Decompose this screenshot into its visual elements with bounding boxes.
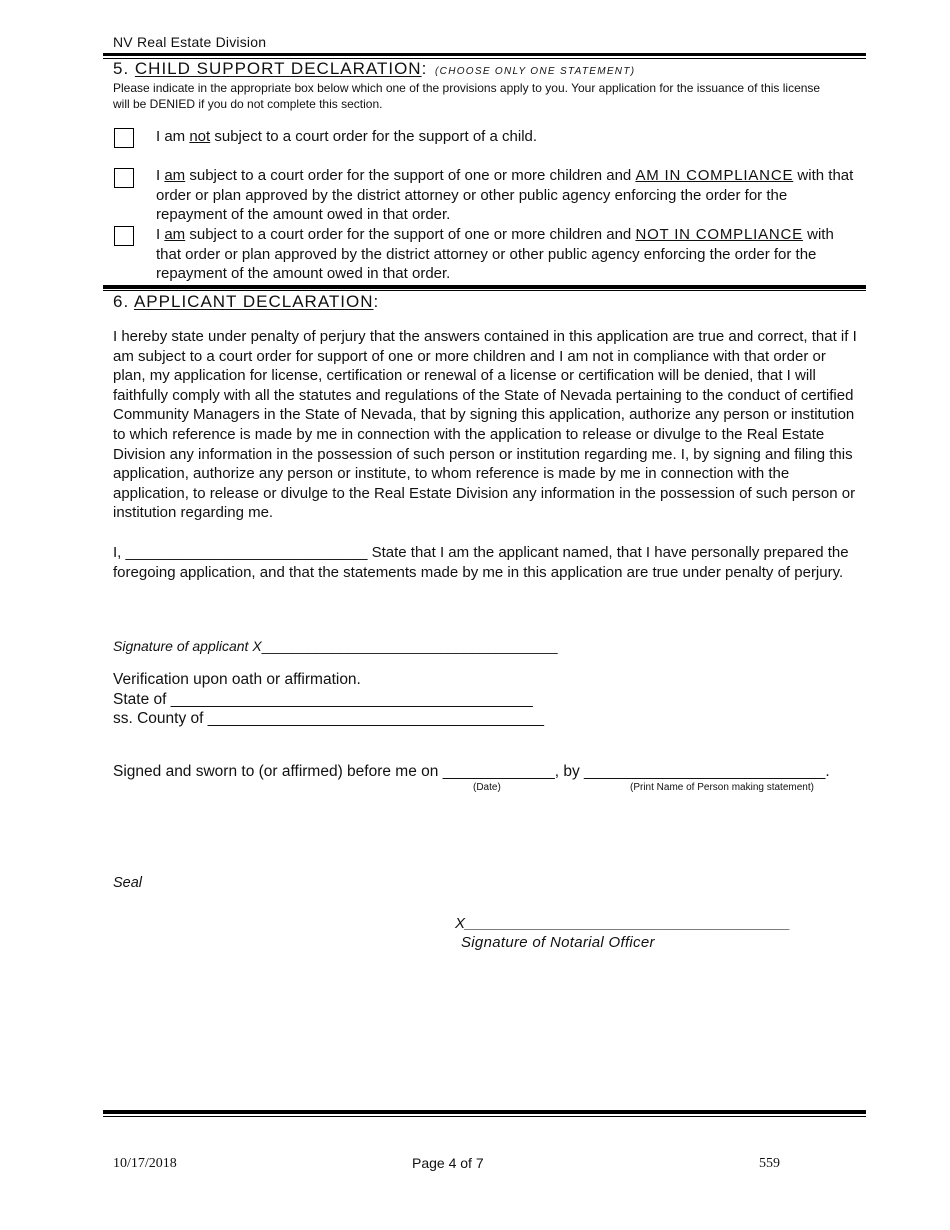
- option-3-caps: NOT IN COMPLIANCE: [635, 226, 803, 243]
- agency-name: NV Real Estate Division: [113, 34, 267, 50]
- option-not-in-compliance: [156, 225, 856, 284]
- option-2-pre: I: [156, 167, 165, 184]
- state-field[interactable]: State of __________________________________________: [113, 690, 533, 708]
- declaration-paragraph: I hereby state under penalty of perjury that the answers contained in this application are true and correct, that if I am subject to a court order for support of one or more children and I am not in compliance with that order or plan, my application for license, certification or renewal of a license or certification will be denied, that I will faithfully comply with all the statutes and regulations of the State of Nevada pertaining to the conduct of certified Community Managers in the State of Nevada, that by signing this application, authorize any person or institution to which reference is made by me in connection with the application to release or divulge to the Real Estate Division any information in the possession of such person or institution regarding me. I, by signing and filing this application, authorize any person or institute, to whom reference is made by me in connection with the application, to release or divulge to the Real Estate Division any information in the possession of such person or institution regarding me.: [113, 328, 857, 522]
- section-5-colon: :: [421, 59, 428, 78]
- option-1-post: subject to a court order for the support of a child.: [210, 128, 538, 145]
- option-2-caps: AM IN COMPLIANCE: [635, 167, 794, 184]
- option-3-pre: I: [156, 226, 165, 243]
- footer-page-number: Page 4 of 7: [412, 1155, 484, 1171]
- applicant-signature-label: Signature of applicant X: [113, 638, 262, 654]
- option-2-post: with that order or plan approved by the district attorney or other public agency enforcing the order for the repayment of the amount owed in that order.: [156, 167, 854, 223]
- section-5-instructions: Please indicate in the appropriate box below which one of the provisions apply to you. Your application for the issuance of this license will be DENIED if you do not complete this section.: [113, 81, 821, 111]
- applicant-signature-line[interactable]: ______________________________________: [261, 638, 558, 654]
- section-6-heading: [113, 292, 379, 312]
- footer-rule: [103, 1110, 866, 1114]
- county-field[interactable]: ss. County of _______________________________________: [113, 710, 544, 728]
- option-3-emphasis: am: [164, 226, 186, 243]
- footer-form-number: 559: [759, 1156, 780, 1171]
- option-1-pre: I am: [156, 128, 190, 145]
- checkbox-not-subject[interactable]: [114, 128, 134, 148]
- sworn-statement[interactable]: Signed and sworn to (or affirmed) before me on _____________, by ____________________________.: [113, 763, 830, 780]
- option-3-mid: subject to a court order for the support of one or more children and: [185, 226, 636, 243]
- section-6-colon: :: [373, 292, 380, 311]
- option-not-subject: [156, 127, 856, 147]
- option-1-emphasis: not: [189, 128, 211, 145]
- section-5-heading: [113, 59, 635, 79]
- notary-signature-label: Signature of Notarial Officer: [461, 934, 655, 951]
- footer-date: 10/17/2018: [113, 1156, 177, 1171]
- section-6-title: APPLICANT DECLARATION: [133, 292, 374, 311]
- option-3-post: with that order or plan approved by the district attorney or other public agency enforcing the order for the repayment of the amount owed in that order.: [156, 226, 834, 282]
- date-caption: (Date): [473, 782, 501, 793]
- verification-heading: Verification upon oath or affirmation.: [113, 671, 361, 688]
- print-name-caption: (Print Name of Person making statement): [630, 782, 814, 793]
- seal-label: Seal: [113, 875, 143, 891]
- checkbox-not-in-compliance[interactable]: [114, 226, 134, 246]
- option-in-compliance: [156, 166, 856, 225]
- notary-signature-line[interactable]: X_______________________________________: [455, 915, 791, 932]
- applicant-statement: I, _____________________________ State that I am the applicant named, that I have personally prepared the foregoing application, and that the statements made by me in this application are true under penalty of perjury.: [113, 544, 849, 581]
- checkbox-in-compliance[interactable]: [114, 168, 134, 188]
- applicant-signature-row: [113, 638, 558, 654]
- section-5-number: 5.: [113, 59, 135, 78]
- choose-one-note: (CHOOSE ONLY ONE STATEMENT): [435, 66, 636, 77]
- footer-rule-thin: [103, 1116, 866, 1117]
- section-divider-thin: [103, 290, 866, 291]
- option-2-emphasis: am: [164, 167, 186, 184]
- top-rule: [103, 53, 866, 56]
- option-2-mid: subject to a court order for the support of one or more children and: [185, 167, 636, 184]
- section-6-number: 6.: [113, 292, 134, 311]
- verification-block: [113, 670, 544, 729]
- section-5-title: CHILD SUPPORT DECLARATION: [134, 59, 422, 78]
- section-divider: [103, 285, 866, 289]
